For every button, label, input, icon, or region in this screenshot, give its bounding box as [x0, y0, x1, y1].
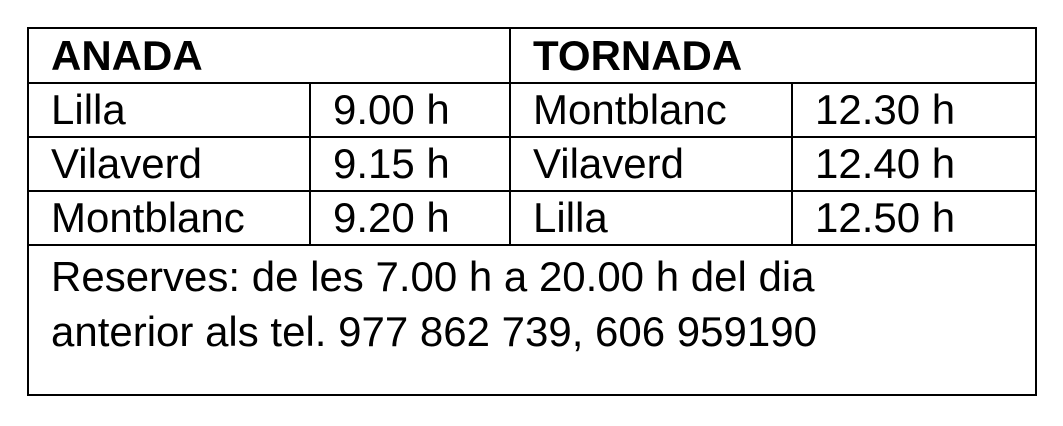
header-row: [28, 28, 1036, 83]
return-time: 12.50 h: [792, 191, 1036, 245]
reservations-line-2: anterior als tel. 977 862 739, 606 959190: [51, 308, 817, 355]
outbound-time: 9.20 h: [310, 191, 510, 245]
return-time: 12.30 h: [792, 83, 1036, 137]
outbound-header: ANADA: [28, 28, 510, 83]
schedule-row: [28, 137, 1036, 191]
return-header: TORNADA: [510, 28, 1036, 83]
outbound-time: 9.15 h: [310, 137, 510, 191]
schedule-row: [28, 191, 1036, 245]
return-place: Lilla: [510, 191, 792, 245]
outbound-place: Lilla: [28, 83, 310, 137]
outbound-place: Vilaverd: [28, 137, 310, 191]
reservations-note: [28, 245, 1036, 395]
schedule-row: [28, 83, 1036, 137]
bus-schedule-table: [27, 27, 1037, 396]
return-place: Vilaverd: [510, 137, 792, 191]
reservations-row: [28, 245, 1036, 395]
outbound-time: 9.00 h: [310, 83, 510, 137]
return-time: 12.40 h: [792, 137, 1036, 191]
return-place: Montblanc: [510, 83, 792, 137]
reservations-line-1: Reserves: de les 7.00 h a 20.00 h del dia: [51, 253, 815, 300]
outbound-place: Montblanc: [28, 191, 310, 245]
